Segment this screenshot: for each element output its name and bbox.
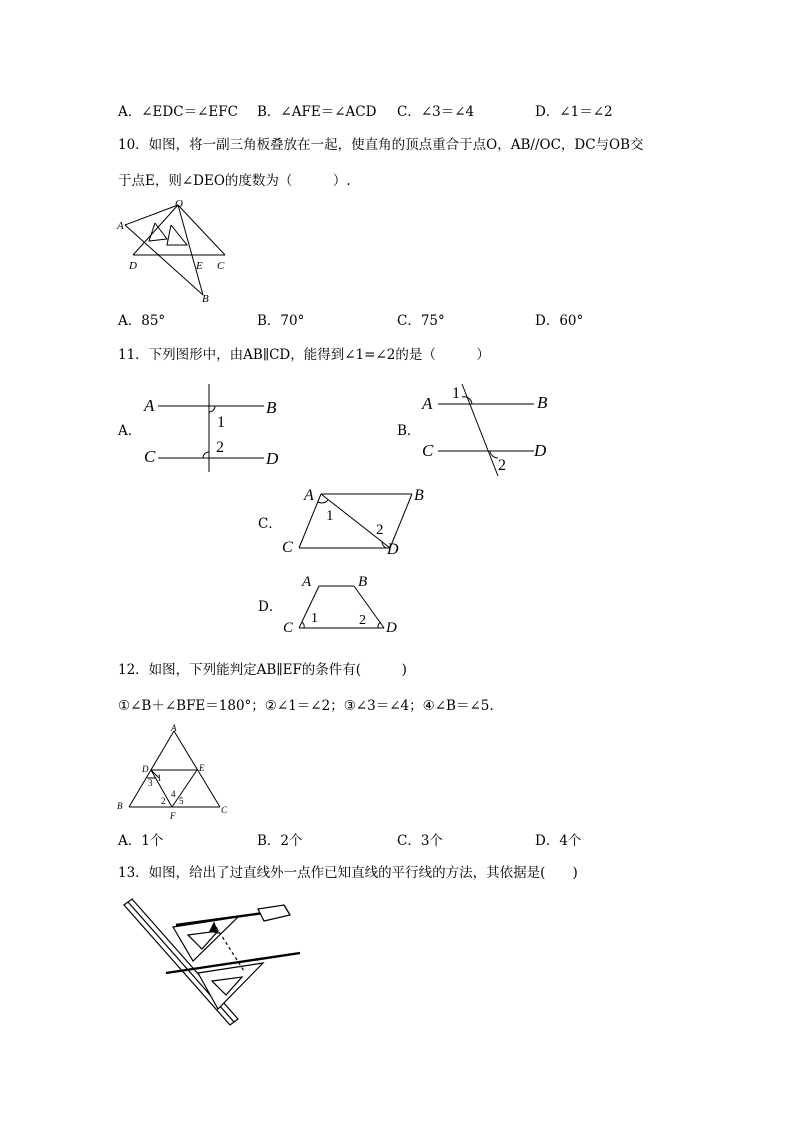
- q11-stem: 11．下列图形中，由AB∥CD，能得到∠1=∠2的是（ ）: [118, 347, 490, 363]
- q12-label-b: B: [117, 801, 123, 811]
- q12-option-b: B．2个: [257, 833, 303, 849]
- q11c-label-d: D: [387, 541, 399, 558]
- q11-option-d-label: D．: [258, 599, 283, 615]
- q11d-label-a: A: [302, 574, 312, 590]
- q12-label-1: 1: [157, 773, 162, 783]
- q9-option-d: D．∠1＝∠2: [535, 104, 613, 120]
- q10-label-a: A: [117, 220, 124, 232]
- q12-label-a: A: [171, 723, 177, 733]
- q11-figure-a: [140, 380, 290, 472]
- q10-option-d: D．60°: [535, 313, 584, 329]
- q11-option-c-label: C．: [258, 516, 282, 532]
- q11d-label-c: C: [283, 620, 294, 636]
- q11b-label-1: 1: [452, 385, 460, 402]
- q12-option-c: C．3个: [397, 833, 443, 849]
- q12-label-5: 5: [179, 796, 184, 806]
- q10-stem-line1: 10．如图，将一副三角板叠放在一起，使直角的顶点重合于点O，AB//OC，DC与OB交: [118, 137, 644, 153]
- q11d-label-b: B: [358, 574, 368, 590]
- q11c-label-b: B: [414, 487, 424, 504]
- q11a-label-d: D: [266, 449, 279, 468]
- q11-option-a-label: A．: [118, 423, 142, 439]
- q12-label-3: 3: [148, 778, 153, 788]
- q10-label-d: D: [129, 260, 137, 272]
- q11c-label-c: C: [282, 539, 293, 556]
- q10-label-o: O: [175, 198, 183, 210]
- q11-figure-c: [280, 484, 440, 558]
- q10-figure: [115, 195, 235, 307]
- q9-option-b: B．∠AFE＝∠ACD: [257, 104, 377, 120]
- q12-label-f: F: [170, 811, 176, 821]
- q11d-label-1: 1: [311, 611, 318, 626]
- q11-option-b-label: B．: [397, 423, 421, 439]
- q10-option-a: A．85°: [118, 313, 166, 329]
- q11d-label-d: D: [386, 620, 397, 636]
- q9-option-c: C．∠3＝∠4: [397, 104, 475, 120]
- q11a-label-b: B: [266, 398, 277, 417]
- q11a-label-1: 1: [217, 414, 225, 431]
- q13-figure: [118, 893, 308, 1033]
- q12-figure: [115, 723, 235, 821]
- q11-figure-b: [418, 380, 558, 478]
- q12-label-c: C: [221, 805, 228, 815]
- q11b-label-a: A: [422, 394, 433, 413]
- q12-conditions: ①∠B＋∠BFE＝180°；②∠1＝∠2；③∠3＝∠4；④∠B＝∠5.: [118, 698, 494, 714]
- q11a-label-2: 2: [216, 439, 224, 456]
- q10-label-c: C: [217, 260, 225, 272]
- q12-stem: 12．如图，下列能判定AB∥EF的条件有( ): [118, 662, 407, 678]
- q10-label-e: E: [196, 260, 203, 272]
- q10-option-c: C．75°: [397, 313, 445, 329]
- q10-label-b: B: [202, 293, 209, 305]
- q11b-label-c: C: [422, 441, 434, 460]
- q11b-label-b: B: [537, 393, 548, 412]
- q11d-label-2: 2: [359, 613, 366, 628]
- q13-stem: 13．如图，给出了过直线外一点作已知直线的平行线的方法，其依据是( ): [118, 865, 578, 881]
- q12-label-4: 4: [171, 789, 176, 799]
- q10-option-b: B．70°: [257, 313, 305, 329]
- q11c-label-2: 2: [376, 522, 384, 538]
- q11c-label-a: A: [304, 487, 314, 504]
- q12-option-a: A．1个: [118, 833, 164, 849]
- q11-figure-d: [280, 572, 410, 638]
- q12-label-2: 2: [161, 796, 166, 806]
- q12-label-d: D: [142, 764, 149, 774]
- q11a-label-a: A: [144, 396, 155, 415]
- q10-stem-line2: 于点E，则∠DEO的度数为（ ）.: [118, 173, 351, 189]
- q11b-label-2: 2: [498, 457, 506, 474]
- q12-label-e: E: [199, 763, 205, 773]
- q11c-label-1: 1: [326, 508, 334, 524]
- q12-option-d: D．4个: [535, 833, 582, 849]
- q11a-label-c: C: [144, 447, 156, 466]
- q11b-label-d: D: [534, 441, 547, 460]
- q9-option-a: A．∠EDC＝∠EFC: [118, 104, 238, 120]
